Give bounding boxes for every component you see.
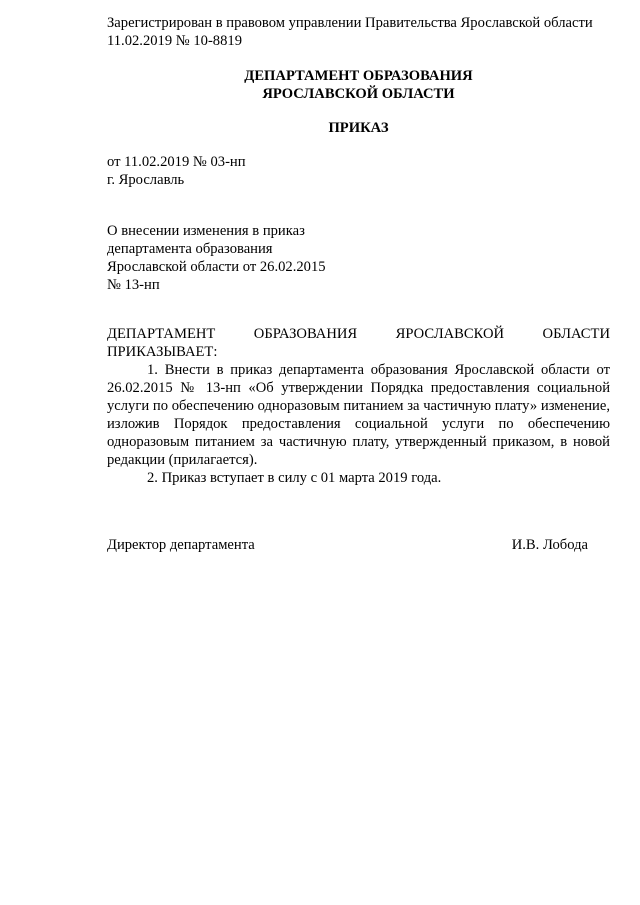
signatory-name: И.В. Лобода	[511, 537, 588, 553]
subject-line-1: О внесении изменения в приказ	[107, 223, 305, 239]
department-title	[107, 67, 610, 103]
order-city: г. Ярославль	[107, 172, 185, 188]
document-type-label: ПРИКАЗ	[328, 120, 389, 136]
department-title-line-2: ЯРОСЛАВСКОЙ ОБЛАСТИ	[262, 86, 455, 102]
subject-line-2: департамента образования	[107, 241, 273, 257]
subject-line-4: № 13-нп	[107, 277, 160, 293]
subject-line-3: Ярославской области от 26.02.2015	[107, 259, 326, 275]
registration-note	[107, 14, 610, 50]
order-date-number: от 11.02.2019 № 03-нп	[107, 154, 246, 170]
order-subject	[107, 222, 610, 294]
registration-line-2: 11.02.2019 № 10-8819	[107, 33, 242, 49]
signatory-position: Директор департамента	[107, 537, 255, 553]
document-type-title	[107, 119, 610, 137]
signature-block	[107, 536, 588, 554]
order-item-1: 1. Внести в приказ департамента образования Ярославской области от 26.02.2015 № 13-нп «Об утверждении Порядка предоставления социальной услуги по обеспечению одноразовым питанием за частичную плату» изменение, изложив Порядок предоставления социальной услуги по обеспечению одноразовым питанием за частичную плату, утвержденный приказом, в новой редакции (прилагается).	[107, 362, 610, 468]
order-body	[107, 325, 610, 487]
department-title-line-1: ДЕПАРТАМЕНТ ОБРАЗОВАНИЯ	[244, 68, 473, 84]
order-info	[107, 153, 610, 189]
registration-line-1: Зарегистрирован в правовом управлении Правительства Ярославской области	[107, 15, 593, 31]
orders-heading-line-1: ДЕПАРТАМЕНТ ОБРАЗОВАНИЯ ЯРОСЛАВСКОЙ ОБЛАСТИ	[107, 326, 610, 342]
orders-heading-line-2: ПРИКАЗЫВАЕТ:	[107, 344, 218, 360]
order-item-2: 2. Приказ вступает в силу с 01 марта 2019 года.	[147, 470, 442, 486]
